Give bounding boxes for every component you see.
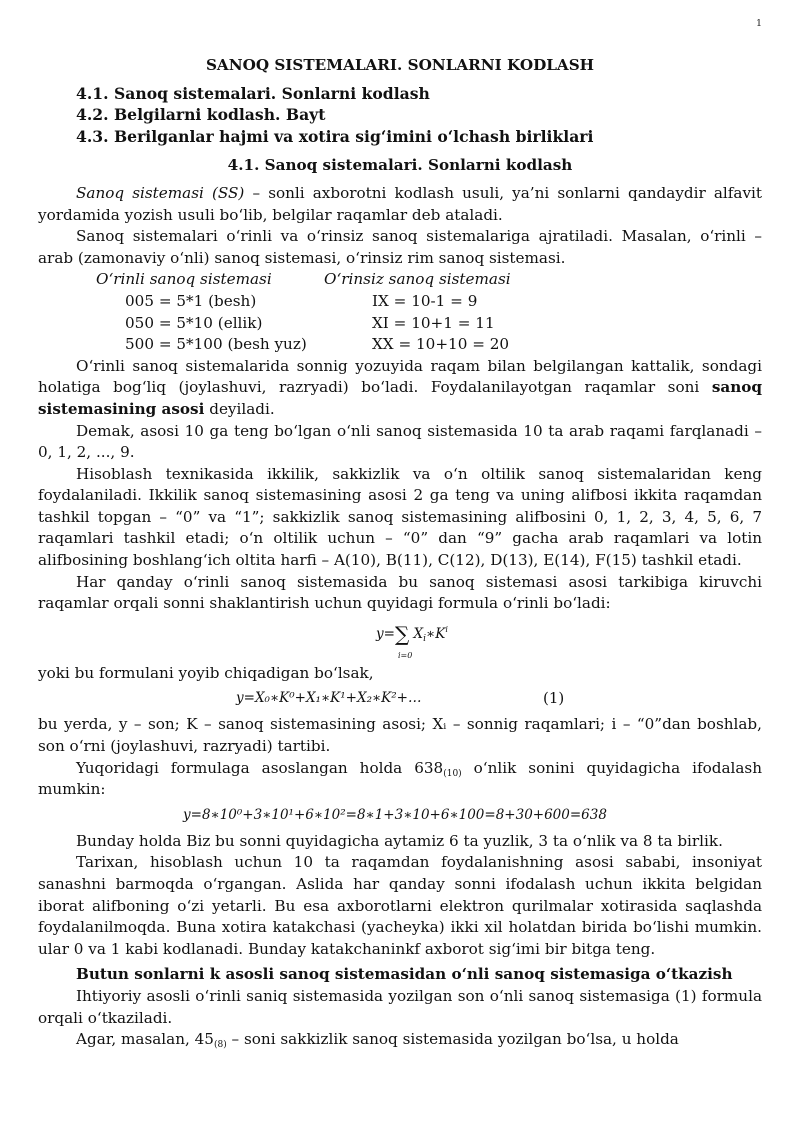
paragraph: bu yerda, y – son; K – sanoq sistemasining asosi; Xᵢ – sonnig raqamlari; i – “0”dan boshlab, son o‘rni (joylashuvi, razryadi) tartibi. [38,715,762,756]
paragraph: Har qanday o‘rinli sanoq sistemasida bu sanoq sistemasi asosi tarkibiga kiruvchi raqamlar orqali sonni shaklantirish uchun quyidagi formula o‘rinli bo‘ladi: [38,572,762,613]
sigma-symbol: ∑ [394,621,410,646]
paragraph: Bunday holda Biz bu sonni quyidagicha aytamiz 6 ta yuzlik, 3 ta o‘nlik va 8 ta birlik. [76,831,723,850]
toc-item: 4.2. Belgilarni kodlash. Bayt [76,105,326,125]
paragraph [38,1029,762,1051]
formula-subscript: i [423,633,427,644]
paragraph-text: o‘nlik sonini quyidagicha ifodalash mumkin: [38,758,762,799]
paragraph-text: deyiladi. [204,399,275,418]
base-subscript: (10) [443,768,462,779]
formula-expanded [38,684,762,714]
paragraph: Tarixan, hisoblash uchun 10 ta raqamdan foydalanishning asosi sababi, insoniyat sanashni barmoqda o‘rgangan. Aslida har qanday sonni ifodalash uchun ikkita belgidan iborat alifboning o‘zi yetarli. Bu esa axborotlarni elektron qurilmalar xotirasida saqlashda foydalanilmoqda. Buna xotira katakchasi (yacheyka) ikki xil holatdan birida bo‘lishi mumkin. ular 0 va 1 kabi kodlanadi. Bunday katakchaninkf axborot sig‘imi bir bitga teng. [38,853,762,958]
paragraph: Ihtiyoriy asosli o‘rinli saniq sistemasida yozilgan son o‘nli sanoq sistemasiga (1) formula orqali o‘tkaziladi. [38,986,762,1027]
definition-term: Sanoq sistemasi (SS) [76,183,245,202]
toc-item: 4.3. Berilganlar hajmi va xotira sig‘imini o‘lchash birliklari [76,126,594,146]
toc-item: 4.1. Sanoq sistemalari. Sonlarni kodlash [76,83,430,103]
bold-term: sanoq sistemasining asosi [38,378,762,418]
document-page [38,0,762,1051]
paragraph [38,356,762,421]
paragraph [38,758,762,801]
sum-lower-limit: i=0 [398,650,413,660]
paragraph-text: Agar, masalan, 45 [76,1030,214,1049]
subheading [38,964,762,986]
table-cell: XX = 10+10 = 20 [372,335,510,354]
formula-expanded-expression: y=X₀∗K⁰+X₁∗K¹+X₂∗K²+… [236,690,422,707]
formula-example [38,801,762,831]
table-of-contents [38,83,762,148]
paragraph: Sanoq sistemalari o‘rinli va o‘rinsiz sanoq sistemalariga ajratiladi. Masalan, o‘rinli – arab (zamonaviy o‘nli) sanoq sistemasi, o‘rinsiz rim sanoq sistemasi. [38,227,762,267]
paragraph-text: O‘rinli sanoq sistemalarida sonnig yozuyida raqam bilan belgilangan kattalik, sondagi holatiga bog‘liq (joylashuvi, razryadi) bo‘ladi. Foydalanilayotgan raqamlar soni [38,356,762,397]
table-cell: IX = 10-1 = 9 [372,291,478,310]
document-title: SANOQ SISTEMALARI. SONLARNI KODLASH [205,56,595,74]
page-number: 1 [755,18,762,29]
formula-superscript: i [445,624,448,634]
subheading-text: Butun sonlarni k asosli sanoq sistemasidan o‘nli sanoq sistemasiga o‘tkazish [76,965,733,984]
paragraph-definition [38,183,762,226]
table-cell: 005 = 5*1 (besh) [125,291,257,310]
formula-sum [38,615,762,663]
paragraph-text: Yuqoridagi formulaga asoslangan holda 638 [76,758,444,777]
table-cell: 050 = 5*10 (ellik) [125,313,263,332]
section-title: 4.1. Sanoq sistemalari. Sonlarni kodlash [227,156,573,175]
paragraph: yoki bu formulani yoyib chiqadigan bo‘lsak, [38,663,374,682]
table-head-positional: O‘rinli sanoq sistemasi [96,270,272,289]
base-subscript: (8) [213,1040,227,1051]
formula-example-expression: y=8∗10⁰+3∗10¹+6∗10²=8∗1+3∗10+6∗100=8+30+600=638 [183,806,607,823]
table-cell: 500 = 5*100 (besh yuz) [125,335,307,354]
formula-lhs: y= [376,625,395,642]
paragraph: Hisoblash texnikasida ikkilik, sakkizlik va o‘n oltilik sanoq sistemalaridan keng foydalaniladi. Ikkilik sanoq sistemasining asosi 2 ga teng va uning alifbosi ikkita raqamdan tashkil topgan – “0” va “1”; sakkizlik sanoq sistemasining alifbosini 0, 1, 2, 3, 4, 5, 6, 7 raqamlari tashkil etadi; o‘n oltilik uchun – “0” dan “9” gacha arab raqamlari va lotin alifbosining boshlang‘ich oltita harfi – A(10), B(11), C(12), D(13), E(14), F(15) tashkil etadi. [38,464,762,570]
paragraph-text: – soni sakkizlik sanoq sistemasida yozilgan bo‘lsa, u holda [226,1030,679,1049]
formula-number: (1) [543,689,565,708]
formula-operator: ∗K [426,625,446,642]
formula-sum-expression [376,621,448,646]
comparison-table [96,269,762,355]
table-cell: XI = 10+1 = 11 [372,313,495,332]
table-head-nonpositional: O‘rinsiz sanoq sistemasi [324,270,511,289]
formula-term: X [413,625,424,642]
paragraph: Demak, asosi 10 ga teng bo‘lgan o‘nli sanoq sistemasida 10 ta arab raqami farqlanadi – 0, 1, 2, ..., 9. [38,421,762,462]
definition-text: – sonli axborotni kodlash usuli, ya’ni sonlarni qandaydir alfavit yordamida yozish usuli bo‘lib, belgilar raqamlar deb ataladi. [38,183,762,224]
